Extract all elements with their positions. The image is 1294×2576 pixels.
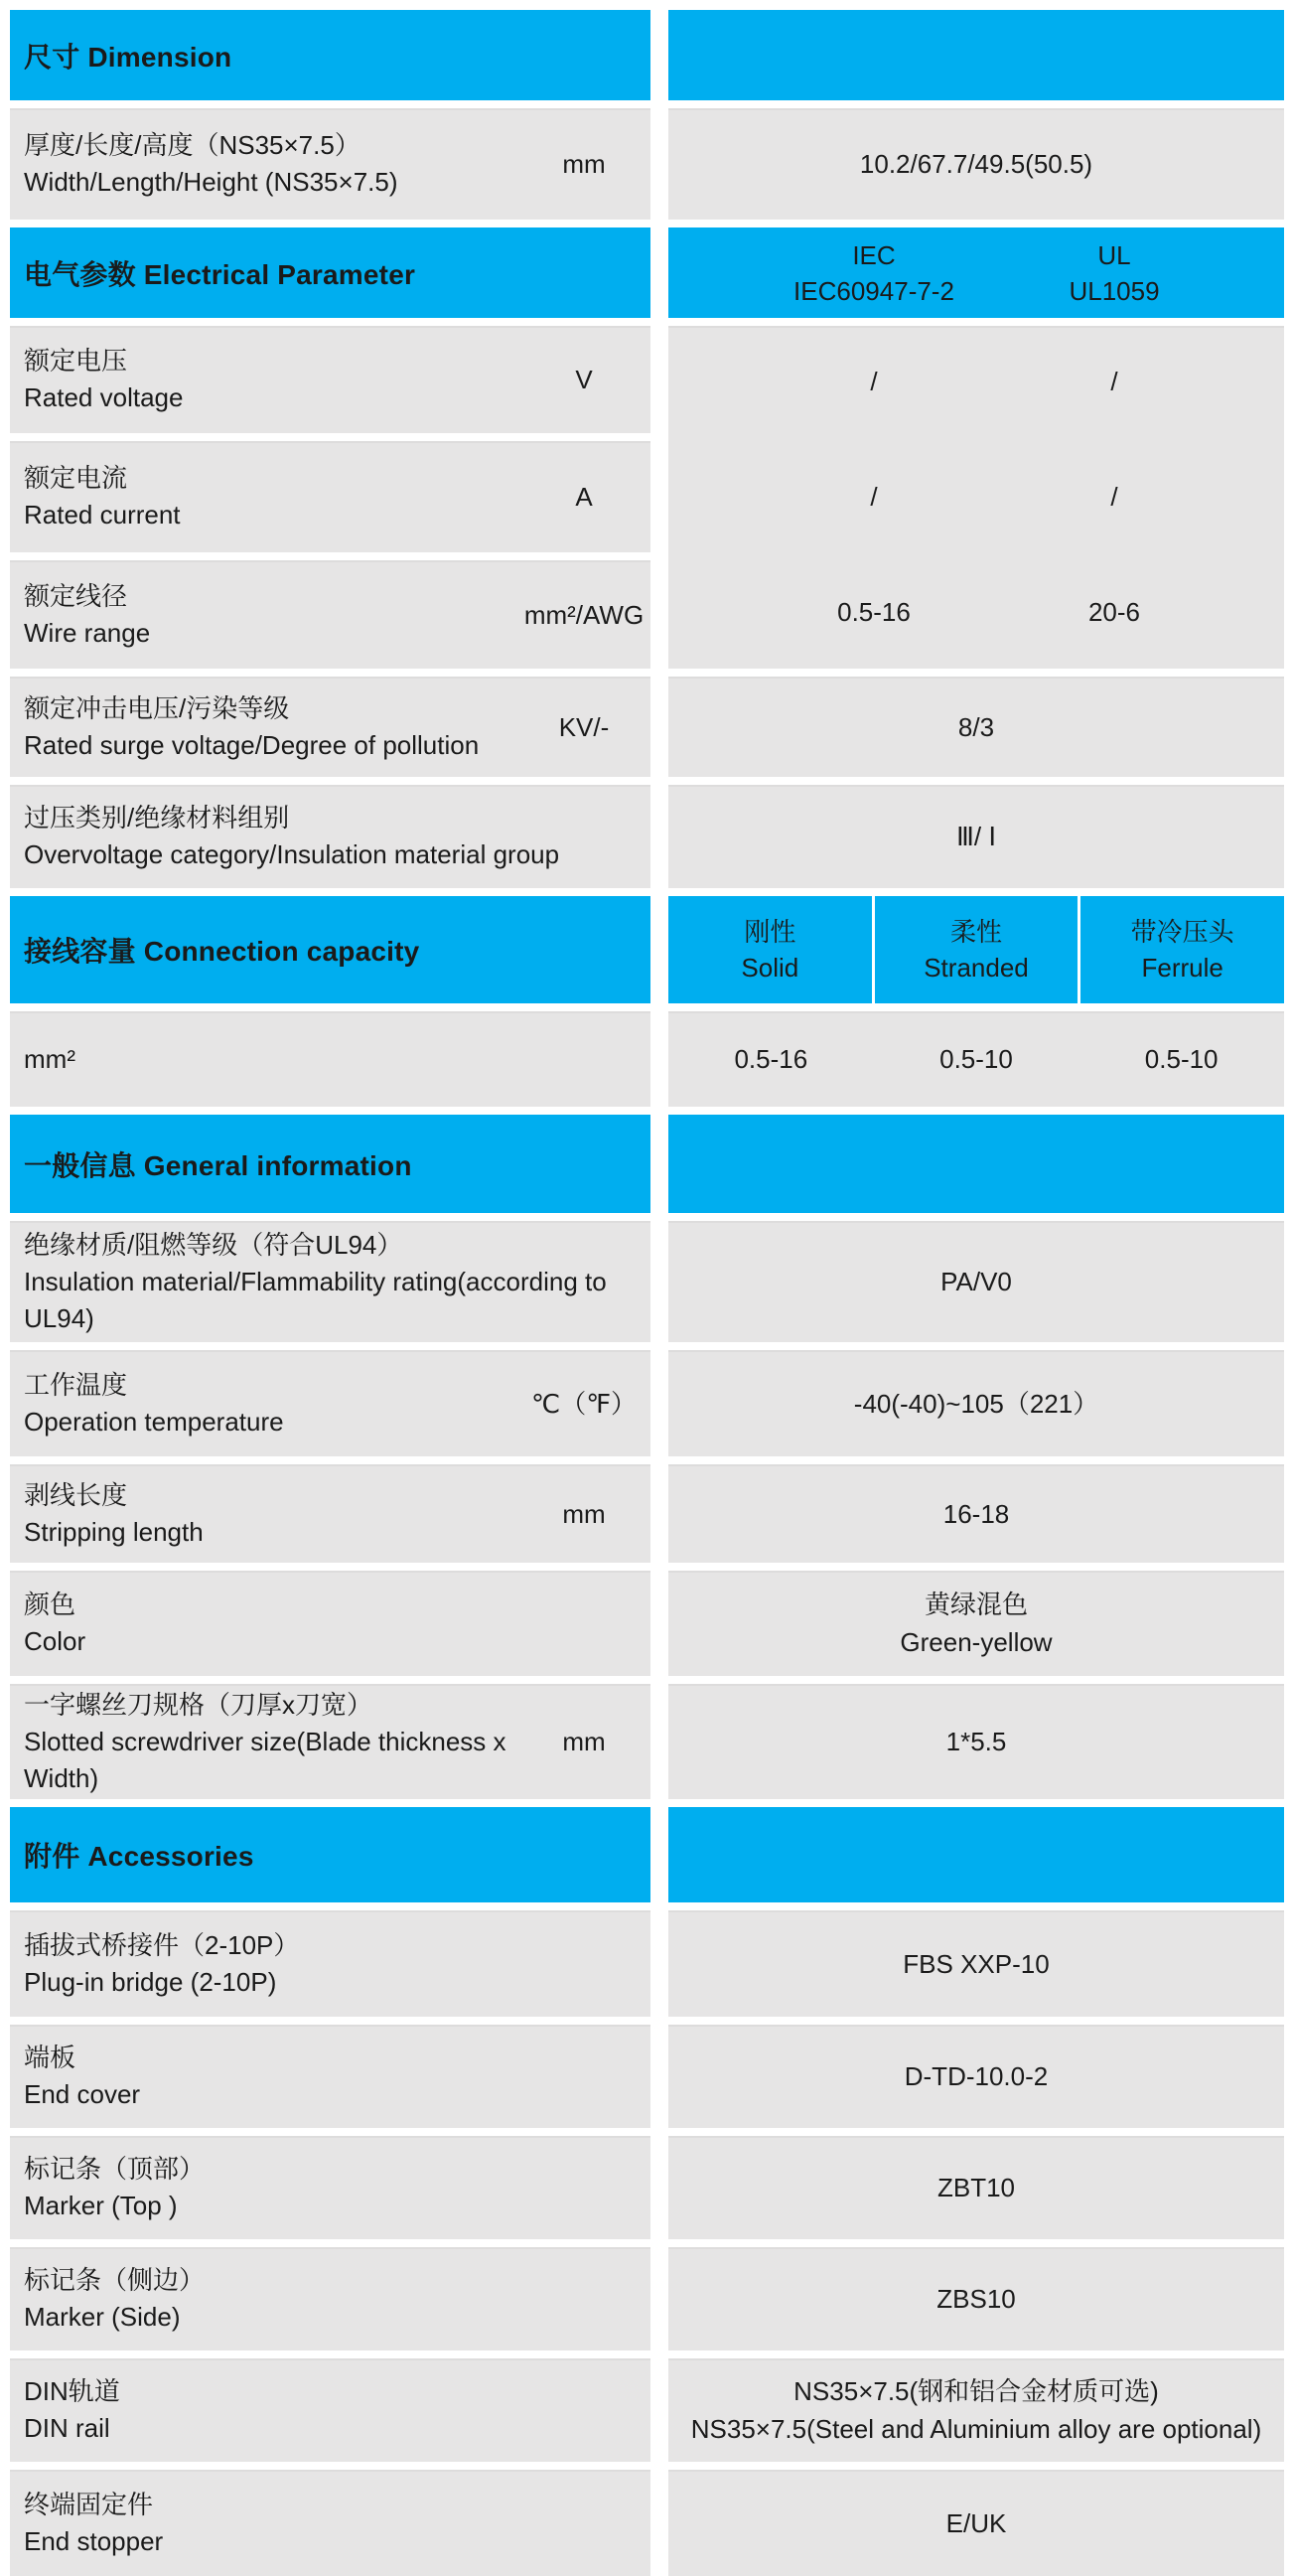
insulation-label-zh: 绝缘材质/阻燃等级（符合UL94） <box>24 1229 403 1260</box>
section-header-general-right <box>668 1115 1284 1213</box>
color-label <box>10 1587 650 1660</box>
plug-bridge-label-zh: 插拔式桥接件（2-10P） <box>24 1929 300 1960</box>
section-header-dimension-right <box>668 10 1284 100</box>
overvoltage-label-en: Overvoltage category/Insulation material group <box>24 839 560 869</box>
iec-standard: IEC60947-7-2 <box>793 275 954 306</box>
rated-voltage-label <box>10 343 523 416</box>
ferrule-label-en: Ferrule <box>1141 953 1223 983</box>
screwdriver-value: 1*5.5 <box>945 1727 1007 1756</box>
section-header-dimension <box>10 10 650 100</box>
stripping-label <box>10 1477 523 1551</box>
rated-voltage-label-zh: 额定电压 <box>24 346 128 376</box>
overvoltage-value-cell <box>668 785 1284 888</box>
color-value-zh: 黄绿混色 <box>924 1590 1028 1619</box>
dimension-label-zh: 厚度/长度/高度（NS35×7.5） <box>24 130 360 160</box>
section-title-electrical: 电气参数 Electrical Parameter <box>24 258 416 290</box>
connection-label <box>10 1041 650 1078</box>
din-rail-label-cell <box>10 2358 650 2462</box>
rated-voltage-unit: V <box>575 365 593 394</box>
end-cover-value: D-TD-10.0-2 <box>904 2061 1049 2091</box>
marker-top-label <box>10 2151 650 2224</box>
iec-label: IEC <box>852 239 896 270</box>
insulation-label-en: Insulation material/Flammability rating(according to UL94) <box>24 1266 607 1333</box>
wire-range-label-en: Wire range <box>24 617 151 648</box>
section-header-electrical-right <box>668 227 1284 318</box>
rated-current-iec-value: / <box>870 481 878 512</box>
end-stopper-value-cell <box>668 2470 1284 2576</box>
row-color <box>10 1571 1284 1676</box>
op-temp-label-en: Operation temperature <box>24 1406 284 1437</box>
color-label-zh: 颜色 <box>24 1590 76 1619</box>
section-title-connection: 接线容量 Connection capacity <box>24 936 420 967</box>
section-title-dimension: 尺寸 Dimension <box>24 41 232 73</box>
overvoltage-label <box>10 800 650 873</box>
section-header-connection-right <box>668 896 1284 1003</box>
rated-voltage-ul-value: / <box>1110 366 1118 396</box>
marker-side-value: ZBS10 <box>936 2284 1016 2314</box>
end-cover-value-cell <box>668 2025 1284 2128</box>
insulation-label-cell <box>10 1221 650 1342</box>
wire-range-iec-value: 0.5-16 <box>837 597 911 627</box>
wire-range-unit: mm²/AWG <box>523 599 645 630</box>
end-cover-label <box>10 2040 650 2113</box>
op-temp-value: -40(-40)~105（221） <box>853 1388 1099 1419</box>
op-temp-label-zh: 工作温度 <box>24 1369 128 1400</box>
marker-top-value-cell <box>668 2136 1284 2239</box>
dimension-unit: mm <box>562 149 606 179</box>
overvoltage-label-zh: 过压类别/绝缘材料组别 <box>24 803 290 833</box>
dimension-value: 10.2/67.7/49.5(50.5) <box>859 149 1093 179</box>
section-header-accessories-right <box>668 1807 1284 1902</box>
op-temp-label-cell <box>10 1350 650 1456</box>
connection-col-stranded <box>875 896 1078 1003</box>
marker-top-label-en: Marker (Top ) <box>24 2191 178 2220</box>
section-title-accessories: 附件 Accessories <box>24 1841 254 1872</box>
insulation-value: PA/V0 <box>940 1267 1012 1296</box>
connection-label-cell <box>10 1011 650 1107</box>
connection-col-ferrule <box>1080 896 1284 1003</box>
rated-current-ul-value: / <box>1110 481 1118 512</box>
rated-current-label-zh: 额定电流 <box>24 463 128 493</box>
plug-bridge-label <box>10 1927 650 2001</box>
stripping-label-cell <box>10 1464 650 1563</box>
ul-standard: UL1059 <box>1069 275 1160 306</box>
din-rail-label-en: DIN rail <box>24 2413 110 2443</box>
row-marker-top <box>10 2136 1284 2239</box>
marker-top-label-zh: 标记条（顶部） <box>24 2154 206 2184</box>
rated-current-label-en: Rated current <box>24 500 181 530</box>
din-rail-label-zh: DIN轨道 <box>24 2376 120 2406</box>
screwdriver-label-cell <box>10 1684 650 1799</box>
ul-label: UL <box>1097 239 1131 270</box>
end-cover-label-zh: 端板 <box>24 2043 76 2072</box>
plug-bridge-label-en: Plug-in bridge (2-10P) <box>24 1966 277 1997</box>
section-row-general-header <box>10 1115 1284 1213</box>
electrical-values-merged-cell <box>668 326 1284 669</box>
rated-current-label <box>10 460 523 533</box>
wire-range-values <box>668 556 1284 669</box>
electrical-left-stack <box>10 326 650 669</box>
section-row-dimension-header <box>10 10 1284 100</box>
surge-label <box>10 690 523 764</box>
connection-stranded-value: 0.5-10 <box>939 1043 1013 1074</box>
row-op-temp <box>10 1350 1284 1456</box>
color-value-cell <box>668 1571 1284 1676</box>
connection-values-cell <box>668 1011 1284 1107</box>
ferrule-label-zh: 带冷压头 <box>1130 917 1234 947</box>
rated-current-unit: A <box>575 482 593 512</box>
stripping-label-zh: 剥线长度 <box>24 1479 128 1510</box>
din-rail-label <box>10 2373 650 2447</box>
row-end-stopper <box>10 2470 1284 2576</box>
insulation-value-cell <box>668 1221 1284 1342</box>
section-title-general: 一般信息 General information <box>24 1149 412 1181</box>
marker-side-label-en: Marker (Side) <box>24 2302 181 2332</box>
op-temp-label <box>10 1367 523 1440</box>
stripping-value-cell <box>668 1464 1284 1563</box>
op-temp-value-cell <box>668 1350 1284 1456</box>
row-dimension <box>10 108 1284 220</box>
rated-voltage-values <box>668 326 1284 437</box>
row-din-rail <box>10 2358 1284 2462</box>
stripping-unit: mm <box>562 1498 606 1529</box>
screwdriver-label-en: Slotted screwdriver size(Blade thickness x Width) <box>24 1726 506 1793</box>
dimension-label-en: Width/Length/Height (NS35×7.5) <box>24 167 398 197</box>
color-label-cell <box>10 1571 650 1676</box>
end-stopper-label-cell <box>10 2470 650 2576</box>
row-plug-bridge <box>10 1910 1284 2017</box>
dimension-value-cell <box>668 108 1284 220</box>
connection-col-solid <box>668 896 872 1003</box>
screwdriver-value-cell <box>668 1684 1284 1799</box>
surge-label-cell <box>10 677 650 777</box>
rated-current-values <box>668 437 1284 556</box>
wire-range-label-zh: 额定线径 <box>24 580 128 611</box>
insulation-label <box>10 1227 650 1337</box>
end-stopper-label <box>10 2487 650 2560</box>
section-header-electrical <box>10 227 650 318</box>
marker-side-label-cell <box>10 2247 650 2350</box>
marker-side-label-zh: 标记条（侧边） <box>24 2265 206 2295</box>
section-header-general <box>10 1115 650 1213</box>
dimension-label-cell <box>10 108 650 220</box>
end-stopper-label-en: End stopper <box>24 2525 164 2556</box>
color-label-en: Color <box>24 1626 86 1656</box>
rated-voltage-iec-value: / <box>870 366 878 396</box>
din-rail-value-zh: NS35×7.5(钢和铝合金材质可选) <box>793 2376 1159 2406</box>
row-stripping <box>10 1464 1284 1563</box>
row-end-cover <box>10 2025 1284 2128</box>
marker-side-label <box>10 2262 650 2336</box>
screwdriver-label <box>10 1687 523 1797</box>
connection-label-unit: mm² <box>24 1043 75 1074</box>
din-rail-value-en: NS35×7.5(Steel and Aluminium alloy are optional) <box>690 2414 1262 2444</box>
screwdriver-label-zh: 一字螺丝刀规格（刀厚x刀宽） <box>24 1689 373 1720</box>
marker-top-label-cell <box>10 2136 650 2239</box>
section-row-electrical-header <box>10 227 1284 318</box>
plug-bridge-label-cell <box>10 1910 650 2017</box>
row-overvoltage <box>10 785 1284 888</box>
end-stopper-label-zh: 终端固定件 <box>24 2489 154 2519</box>
row-marker-side <box>10 2247 1284 2350</box>
connection-solid-value: 0.5-16 <box>734 1043 808 1074</box>
solid-label-en: Solid <box>741 953 799 983</box>
plug-bridge-value-cell <box>668 1910 1284 2017</box>
rated-voltage-label-cell <box>10 326 650 433</box>
stranded-label-en: Stranded <box>924 953 1029 983</box>
row-screwdriver <box>10 1684 1284 1799</box>
rated-voltage-label-en: Rated voltage <box>24 382 184 412</box>
section-header-connection <box>10 896 650 1003</box>
plug-bridge-value: FBS XXP-10 <box>903 1948 1050 1979</box>
end-stopper-value: E/UK <box>945 2507 1007 2538</box>
solid-label-zh: 刚性 <box>744 917 796 947</box>
connection-ferrule-value: 0.5-10 <box>1144 1043 1219 1074</box>
wire-range-label <box>10 578 523 652</box>
overvoltage-label-cell <box>10 785 650 888</box>
section-row-connection-header <box>10 896 1284 1003</box>
section-header-accessories <box>10 1807 650 1902</box>
stripping-label-en: Stripping length <box>24 1516 204 1547</box>
surge-label-en: Rated surge voltage/Degree of pollution <box>24 729 480 760</box>
op-temp-unit: ℃（℉） <box>531 1388 637 1419</box>
surge-unit: KV/- <box>558 711 610 742</box>
electrical-col-ul <box>1069 237 1159 309</box>
screwdriver-unit: mm <box>562 1727 606 1756</box>
end-cover-label-en: End cover <box>24 2079 141 2109</box>
stripping-value: 16-18 <box>942 1498 1010 1529</box>
surge-label-zh: 额定冲击电压/污染等级 <box>24 692 290 723</box>
rated-current-label-cell <box>10 441 650 552</box>
row-surge <box>10 677 1284 777</box>
electrical-col-iec <box>793 237 954 309</box>
section-electrical-values <box>10 326 1284 669</box>
stranded-label-zh: 柔性 <box>949 917 1002 947</box>
overvoltage-value: Ⅲ/ Ⅰ <box>955 822 997 851</box>
din-rail-value-cell <box>668 2358 1284 2462</box>
row-connection-values <box>10 1011 1284 1107</box>
color-value-en: Green-yellow <box>900 1627 1053 1657</box>
surge-value-cell <box>668 677 1284 777</box>
dimension-label <box>10 127 523 201</box>
section-row-accessories-header <box>10 1807 1284 1902</box>
wire-range-ul-value: 20-6 <box>1087 597 1141 627</box>
surge-value: 8/3 <box>957 711 995 742</box>
marker-side-value-cell <box>668 2247 1284 2350</box>
marker-top-value: ZBT10 <box>936 2173 1016 2202</box>
row-insulation <box>10 1221 1284 1342</box>
end-cover-label-cell <box>10 2025 650 2128</box>
wire-range-label-cell <box>10 560 650 669</box>
